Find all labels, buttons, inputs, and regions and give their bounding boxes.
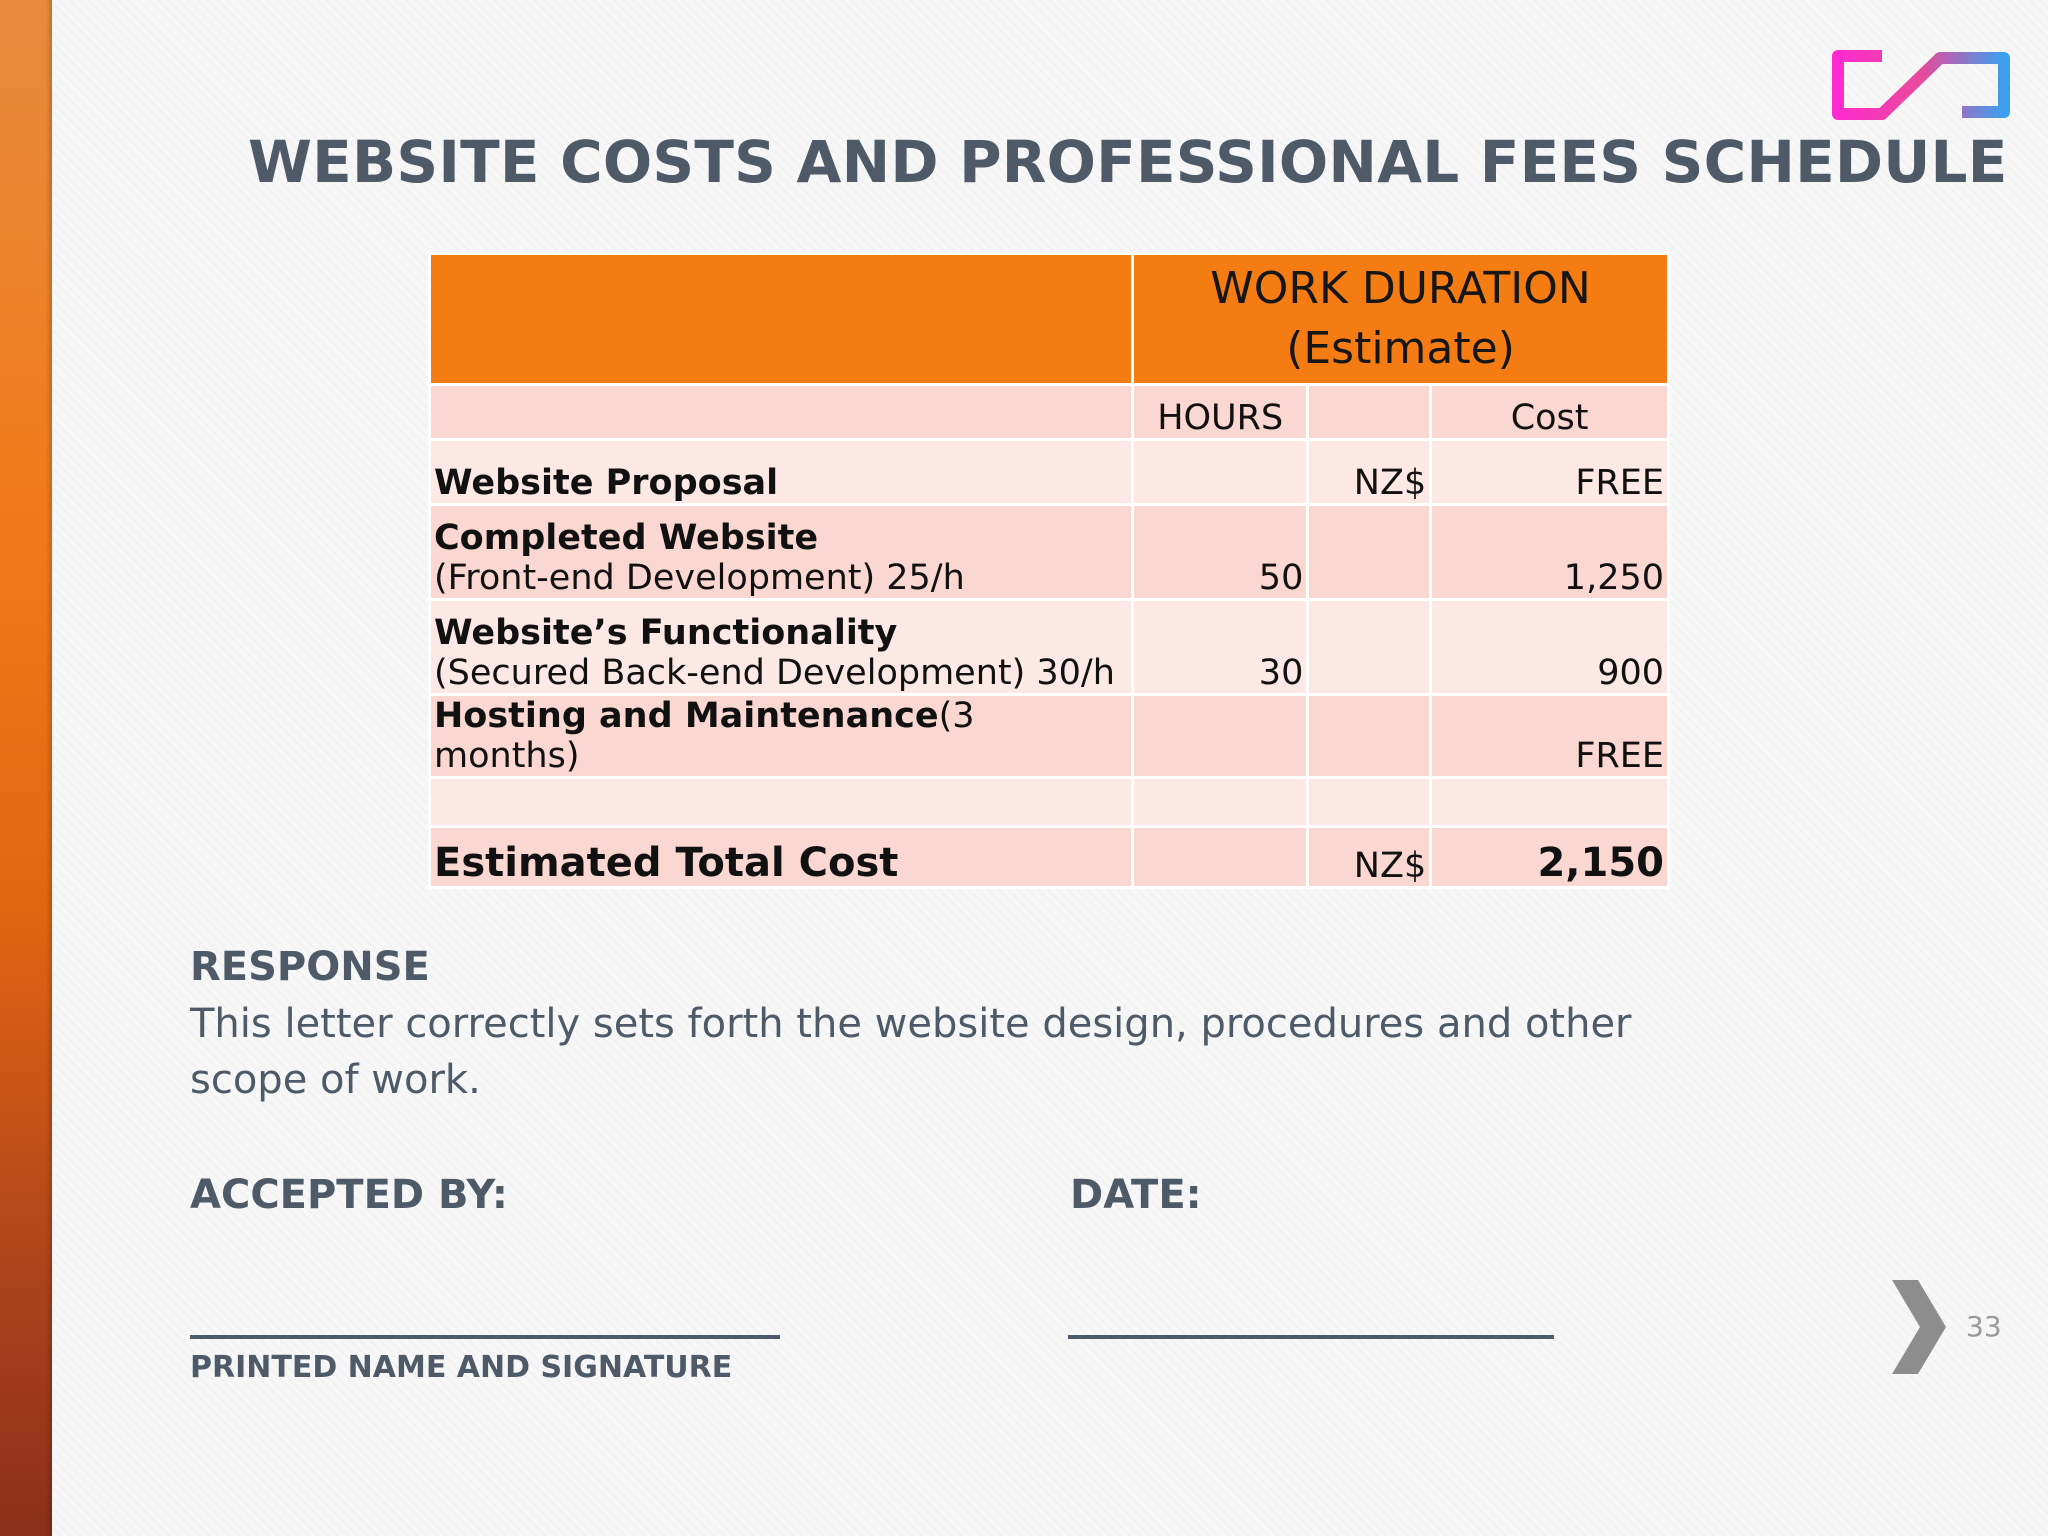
- row-currency: [1308, 505, 1431, 600]
- table-header-row: [430, 254, 1669, 385]
- total-label: Estimated Total Cost: [430, 827, 1133, 888]
- row-cost: 900: [1431, 600, 1669, 695]
- response-text: This letter correctly sets forth the website design, procedures and other scope of work.: [190, 1001, 1632, 1103]
- table-row: [430, 440, 1669, 505]
- row-hours: [1133, 440, 1308, 505]
- date-label: DATE:: [1070, 1172, 1202, 1218]
- accepted-by-label: ACCEPTED BY:: [190, 1172, 508, 1218]
- work-duration-header: [1133, 254, 1669, 385]
- row-cost: 1,250: [1431, 505, 1669, 600]
- table-spacer-row: [430, 778, 1669, 827]
- hours-column-header: HOURS: [1133, 385, 1308, 440]
- row-detail: (3 months): [434, 696, 975, 776]
- row-title: Hosting and Maintenance: [434, 696, 939, 736]
- row-hours: 30: [1133, 600, 1308, 695]
- table-row: [430, 505, 1669, 600]
- table-row: [430, 600, 1669, 695]
- row-detail: (Secured Back-end Development) 30/h: [434, 653, 1115, 693]
- date-line: [1068, 1335, 1554, 1339]
- row-currency: [1308, 600, 1431, 695]
- row-currency: NZ$: [1308, 440, 1431, 505]
- row-title: Website’s Functionality: [434, 613, 898, 653]
- row-title: Website Proposal: [430, 440, 1133, 505]
- row-detail: (Front-end Development) 25/h: [434, 558, 965, 598]
- response-heading: RESPONSE: [190, 944, 430, 990]
- row-cost: FREE: [1431, 695, 1669, 778]
- total-currency: NZ$: [1308, 827, 1431, 888]
- slide-title: WEBSITE COSTS AND PROFESSIONAL FEES SCHEDULE: [248, 128, 2008, 196]
- total-row: [430, 827, 1669, 888]
- brand-logo: [1830, 48, 2012, 124]
- row-currency: [1308, 695, 1431, 778]
- signature-line: [190, 1335, 780, 1339]
- table-row: [430, 695, 1669, 778]
- chevron-right-icon[interactable]: [1888, 1278, 1950, 1376]
- fees-table: [428, 252, 1670, 889]
- table-subheader-row: [430, 385, 1669, 440]
- work-duration-subtitle: (Estimate): [1286, 323, 1515, 374]
- row-title: Completed Website: [434, 518, 819, 558]
- total-value: 2,150: [1431, 827, 1669, 888]
- work-duration-title: WORK DURATION: [1210, 263, 1591, 314]
- row-hours: 50: [1133, 505, 1308, 600]
- cost-column-header: Cost: [1431, 385, 1669, 440]
- side-accent-bar: [0, 0, 52, 1536]
- signature-caption: PRINTED NAME AND SIGNATURE: [190, 1350, 733, 1385]
- header-empty-cell: [430, 254, 1133, 385]
- page-number: 33: [1966, 1310, 2002, 1343]
- row-cost: FREE: [1431, 440, 1669, 505]
- row-hours: [1133, 695, 1308, 778]
